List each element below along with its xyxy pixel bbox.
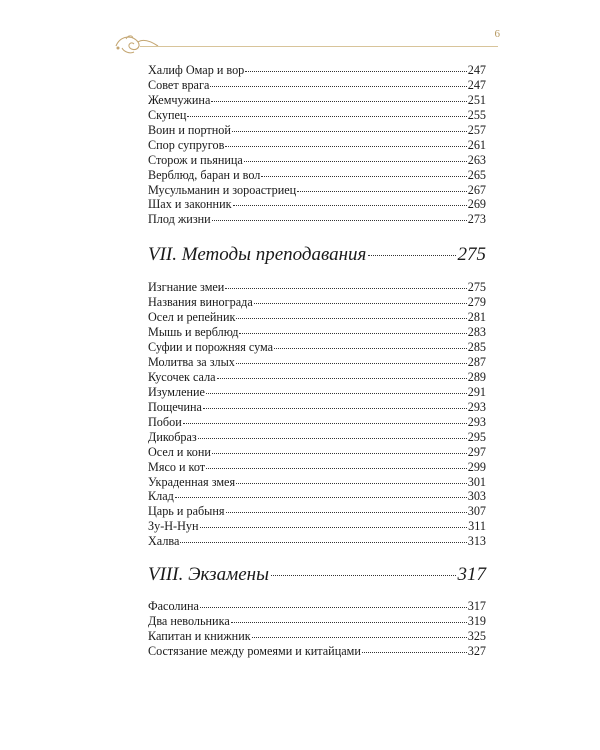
toc-entry bbox=[148, 153, 486, 168]
entry-page: 265 bbox=[467, 167, 486, 182]
entry-title: Пощечина bbox=[148, 399, 202, 414]
entry-page: 313 bbox=[467, 534, 486, 549]
dot-leader bbox=[362, 652, 467, 653]
toc-entry bbox=[148, 78, 486, 93]
entry-page: 267 bbox=[467, 182, 486, 197]
section-page: 275 bbox=[457, 244, 486, 266]
entry-page: 317 bbox=[467, 599, 486, 614]
toc-entry bbox=[148, 519, 486, 534]
entry-title: Царь и рабыня bbox=[148, 504, 225, 519]
toc-entry bbox=[148, 325, 486, 340]
toc-entry bbox=[148, 183, 486, 198]
toc-entry bbox=[148, 197, 486, 212]
entry-page: 257 bbox=[467, 122, 486, 137]
entry-page: 287 bbox=[467, 355, 486, 369]
table-of-contents bbox=[148, 63, 486, 659]
toc-entry bbox=[148, 504, 486, 519]
entry-title: Суфии и порожняя сума bbox=[148, 340, 274, 355]
entry-page: 307 bbox=[467, 504, 486, 519]
entry-title: Воин и портной bbox=[148, 122, 231, 137]
entry-page: 293 bbox=[467, 414, 486, 429]
floral-ornament-icon bbox=[112, 30, 162, 56]
dot-leader bbox=[217, 378, 467, 379]
toc-entry bbox=[148, 310, 486, 325]
section-heading bbox=[148, 564, 486, 588]
dot-leader bbox=[187, 116, 466, 117]
dot-leader bbox=[212, 220, 467, 221]
dot-leader bbox=[254, 303, 467, 304]
entry-title: Верблюд, баран и вол bbox=[148, 167, 261, 182]
toc-entry bbox=[148, 629, 486, 644]
entry-page: 283 bbox=[467, 325, 486, 340]
entry-page: 281 bbox=[467, 310, 486, 325]
dot-leader bbox=[183, 423, 467, 424]
toc-entry bbox=[148, 400, 486, 415]
entry-title: Халиф Омар и вор bbox=[148, 63, 245, 77]
entry-page: 299 bbox=[467, 459, 486, 474]
dot-leader bbox=[226, 512, 467, 513]
section-title: VIII. Экзамены bbox=[148, 564, 269, 586]
entry-title: Дикобраз bbox=[148, 429, 197, 444]
entry-page: 263 bbox=[467, 152, 486, 167]
toc-entry bbox=[148, 63, 486, 78]
toc-entry bbox=[148, 445, 486, 460]
toc-entry bbox=[148, 168, 486, 183]
entry-page: 247 bbox=[467, 63, 486, 77]
entry-page: 251 bbox=[467, 92, 486, 107]
toc-entry bbox=[148, 415, 486, 430]
entry-page: 303 bbox=[467, 489, 486, 504]
dot-leader bbox=[232, 131, 467, 132]
entry-title: Кусочек сала bbox=[148, 369, 216, 384]
entry-page: 279 bbox=[467, 295, 486, 310]
dot-leader bbox=[206, 393, 467, 394]
toc-entry bbox=[148, 340, 486, 355]
dot-leader bbox=[225, 146, 466, 147]
entry-title: Побои bbox=[148, 414, 182, 429]
header-rule bbox=[140, 46, 498, 47]
entry-title: Совет врага bbox=[148, 77, 210, 92]
entry-page: 319 bbox=[467, 614, 486, 629]
entry-title: Зу-Н-Нун bbox=[148, 519, 199, 534]
toc-entry bbox=[148, 370, 486, 385]
dot-leader bbox=[203, 408, 467, 409]
dot-leader bbox=[231, 622, 467, 623]
dot-leader bbox=[212, 453, 467, 454]
entry-title: Мусульманин и зороастриец bbox=[148, 182, 297, 197]
entry-title: Жемчужина bbox=[148, 92, 211, 107]
toc-entry bbox=[148, 93, 486, 108]
entry-title: Осел и репейник bbox=[148, 310, 236, 325]
entry-title: Плод жизни bbox=[148, 212, 211, 227]
dot-leader bbox=[198, 438, 467, 439]
toc-entry bbox=[148, 108, 486, 123]
entry-page: 269 bbox=[467, 197, 486, 212]
entry-title: Изгнание змеи bbox=[148, 280, 225, 295]
entry-page: 301 bbox=[467, 474, 486, 489]
dot-leader bbox=[271, 575, 456, 576]
entry-title: Фасолина bbox=[148, 599, 199, 614]
toc-entry bbox=[148, 475, 486, 490]
dot-leader bbox=[236, 483, 467, 484]
entry-page: 273 bbox=[467, 212, 486, 227]
toc-entry bbox=[148, 355, 486, 370]
toc-entry bbox=[148, 460, 486, 475]
entry-page: 295 bbox=[467, 429, 486, 444]
entry-page: 261 bbox=[467, 137, 486, 152]
entry-page: 275 bbox=[467, 280, 486, 295]
entry-page: 289 bbox=[467, 369, 486, 384]
entry-title: Клад bbox=[148, 489, 174, 504]
dot-leader bbox=[233, 205, 467, 206]
toc-list-section-8 bbox=[148, 599, 486, 659]
toc-entry bbox=[148, 614, 486, 629]
entry-title: Мясо и кот bbox=[148, 459, 206, 474]
entry-title: Украденная змея bbox=[148, 474, 236, 489]
dot-leader bbox=[261, 176, 466, 177]
entry-title: Молитва за злых bbox=[148, 355, 235, 369]
dot-leader bbox=[175, 497, 467, 498]
dot-leader bbox=[225, 288, 466, 289]
dot-leader bbox=[244, 161, 467, 162]
dot-leader bbox=[297, 191, 467, 192]
toc-entry bbox=[148, 534, 486, 549]
toc-entry bbox=[148, 212, 486, 227]
entry-page: 327 bbox=[467, 644, 486, 658]
toc-list-top bbox=[148, 63, 486, 227]
toc-entry bbox=[148, 489, 486, 504]
entry-title: Капитан и книжник bbox=[148, 629, 251, 644]
entry-page: 247 bbox=[467, 77, 486, 92]
dot-leader bbox=[200, 527, 468, 528]
entry-title: Названия винограда bbox=[148, 295, 253, 310]
entry-page: 291 bbox=[467, 384, 486, 399]
dot-leader bbox=[245, 71, 466, 72]
entry-page: 311 bbox=[468, 519, 486, 534]
entry-page: 285 bbox=[467, 340, 486, 355]
dot-leader bbox=[180, 542, 466, 543]
entry-title: Сторож и пьяница bbox=[148, 152, 243, 167]
page-number: 6 bbox=[494, 28, 500, 40]
dot-leader bbox=[200, 607, 467, 608]
entry-title: Шах и законник bbox=[148, 197, 232, 212]
entry-page: 325 bbox=[467, 629, 486, 644]
entry-page: 255 bbox=[467, 107, 486, 122]
entry-title: Спор супругов bbox=[148, 137, 225, 152]
entry-title: Мышь и верблюд bbox=[148, 325, 239, 340]
entry-page: 297 bbox=[467, 444, 486, 459]
entry-title: Два невольника bbox=[148, 614, 230, 629]
section-page: 317 bbox=[457, 564, 486, 586]
dot-leader bbox=[211, 101, 466, 102]
toc-entry bbox=[148, 599, 486, 614]
toc-entry bbox=[148, 644, 486, 659]
dot-leader bbox=[236, 318, 466, 319]
toc-entry bbox=[148, 138, 486, 153]
toc-entry bbox=[148, 123, 486, 138]
dot-leader bbox=[206, 468, 467, 469]
entry-title: Осел и кони bbox=[148, 444, 211, 459]
toc-entry bbox=[148, 385, 486, 400]
toc-entry bbox=[148, 295, 486, 310]
section-title: VII. Методы преподавания bbox=[148, 244, 367, 266]
toc-entry bbox=[148, 280, 486, 295]
entry-title: Халва bbox=[148, 534, 180, 549]
entry-page: 293 bbox=[467, 399, 486, 414]
entry-title: Состязание между ромеями и китайцами bbox=[148, 644, 361, 658]
entry-title: Изумление bbox=[148, 384, 205, 399]
dot-leader bbox=[368, 255, 455, 256]
dot-leader bbox=[274, 348, 467, 349]
dot-leader bbox=[236, 363, 467, 364]
dot-leader bbox=[210, 86, 466, 87]
dot-leader bbox=[239, 333, 466, 334]
dot-leader bbox=[252, 637, 467, 638]
toc-entry bbox=[148, 430, 486, 445]
section-heading bbox=[148, 244, 486, 268]
toc-list-section-7 bbox=[148, 280, 486, 549]
entry-title: Скупец bbox=[148, 107, 187, 122]
